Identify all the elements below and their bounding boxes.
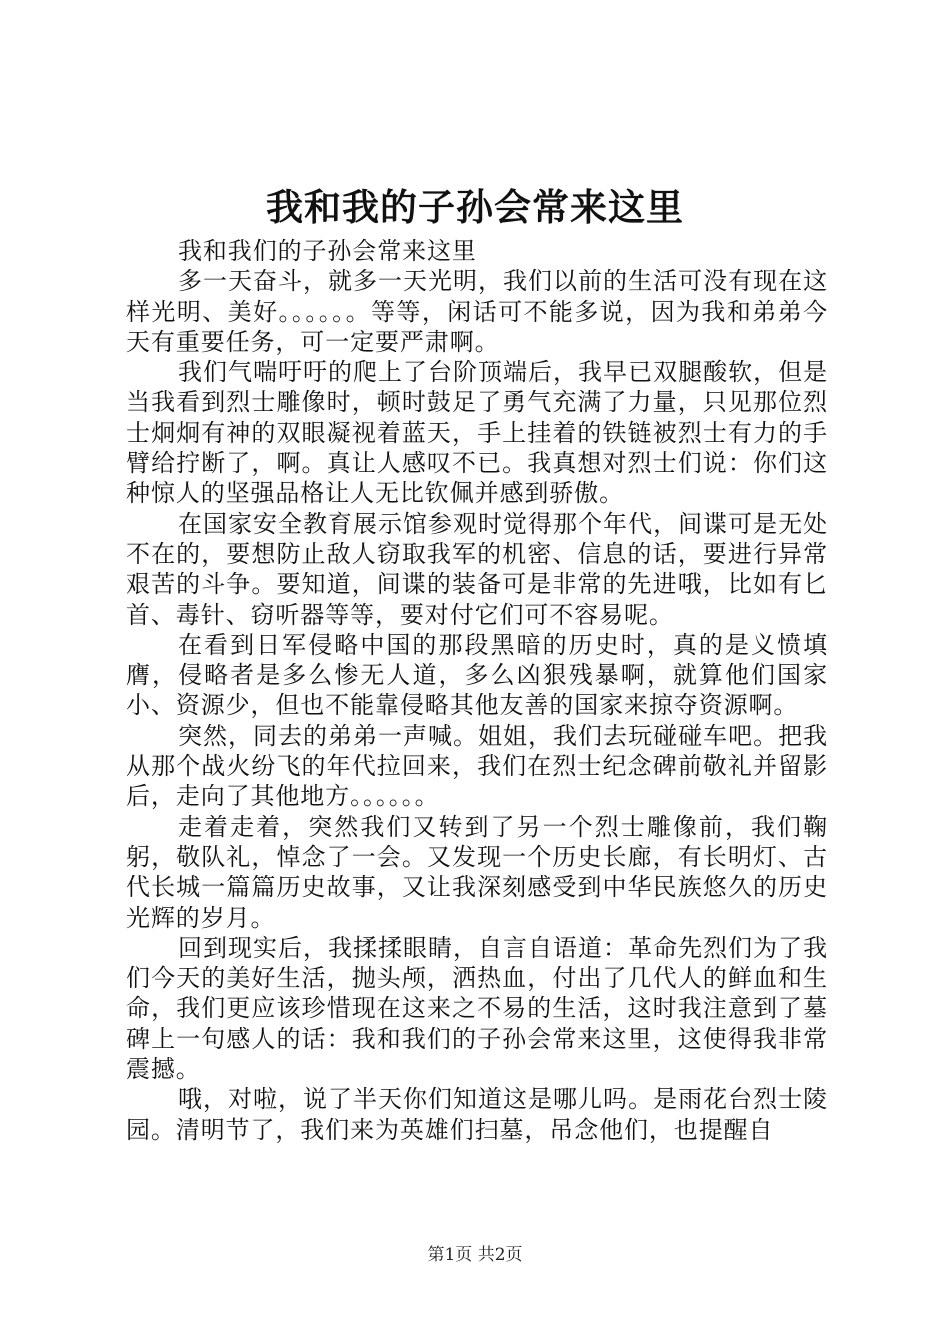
paragraph-5: 突然，同去的弟弟一声喊。姐姐，我们去玩碰碰车吧。把我从那个战火纷飞的年代拉回来，我们在烈士纪念碑前敬礼并留影后，走向了其他地方。。。。。。	[126, 721, 828, 811]
paragraph-7: 回到现实后，我揉揉眼睛，自言自语道：革命先烈们为了我们今天的美好生活，抛头颅，洒热血，付出了几代人的鲜血和生命，我们更应该珍惜现在这来之不易的生活，这时我注意到了墓碑上一句感人的话：我和我们的子孙会常来这里，这使得我非常震撼。	[126, 933, 828, 1084]
paragraph-1: 多一天奋斗，就多一天光明，我们以前的生活可没有现在这样光明、美好。。。。。。等等，闲话可不能多说，因为我和弟弟今天有重要任务，可一定要严肃啊。	[126, 267, 828, 356]
paragraph-6: 走着走着，突然我们又转到了另一个烈士雕像前，我们鞠躬，敬队礼，悼念了一会。又发现一个历史长廊，有长明灯、古代长城一篇篇历史故事，又让我深刻感受到中华民族悠久的历史光辉的岁月。	[126, 812, 828, 932]
paragraph-subtitle: 我和我们的子孙会常来这里	[178, 237, 477, 265]
page-footer: 第1页 共2页	[427, 1245, 523, 1265]
paragraph-4: 在看到日军侵略中国的那段黑暗的历史时，真的是义愤填膺，侵略者是多么惨无人道，多么凶狠残暴啊，就算他们国家小、资源少，但也不能靠侵略其他友善的国家来掠夺资源啊。	[126, 630, 828, 720]
document-body	[126, 236, 828, 1145]
paragraph-8: 哦，对啦，说了半天你们知道这是哪儿吗。是雨花台烈士陵园。清明节了，我们来为英雄们扫墓，吊念他们，也提醒自	[126, 1085, 828, 1144]
paragraph-2: 我们气喘吁吁的爬上了台阶顶端后，我早已双腿酸软，但是当我看到烈士雕像时，顿时鼓足了勇气充满了力量，只见那位烈士炯炯有神的双眼凝视着蓝天，手上挂着的铁链被烈士有力的手臂给拧断了，啊。真让人感叹不已。我真想对烈士们说：你们这种惊人的坚强品格让人无比钦佩并感到骄傲。	[126, 358, 828, 508]
document-title: 我和我的子孙会常来这里	[266, 185, 684, 229]
paragraph-3: 在国家安全教育展示馆参观时觉得那个年代，间谍可是无处不在的，要想防止敌人窃取我军的机密、信息的话，要进行异常艰苦的斗争。要知道，间谍的装备可是非常的先进哦，比如有匕首、毒针、窃听器等等，要对付它们可不容易呢。	[126, 509, 828, 629]
